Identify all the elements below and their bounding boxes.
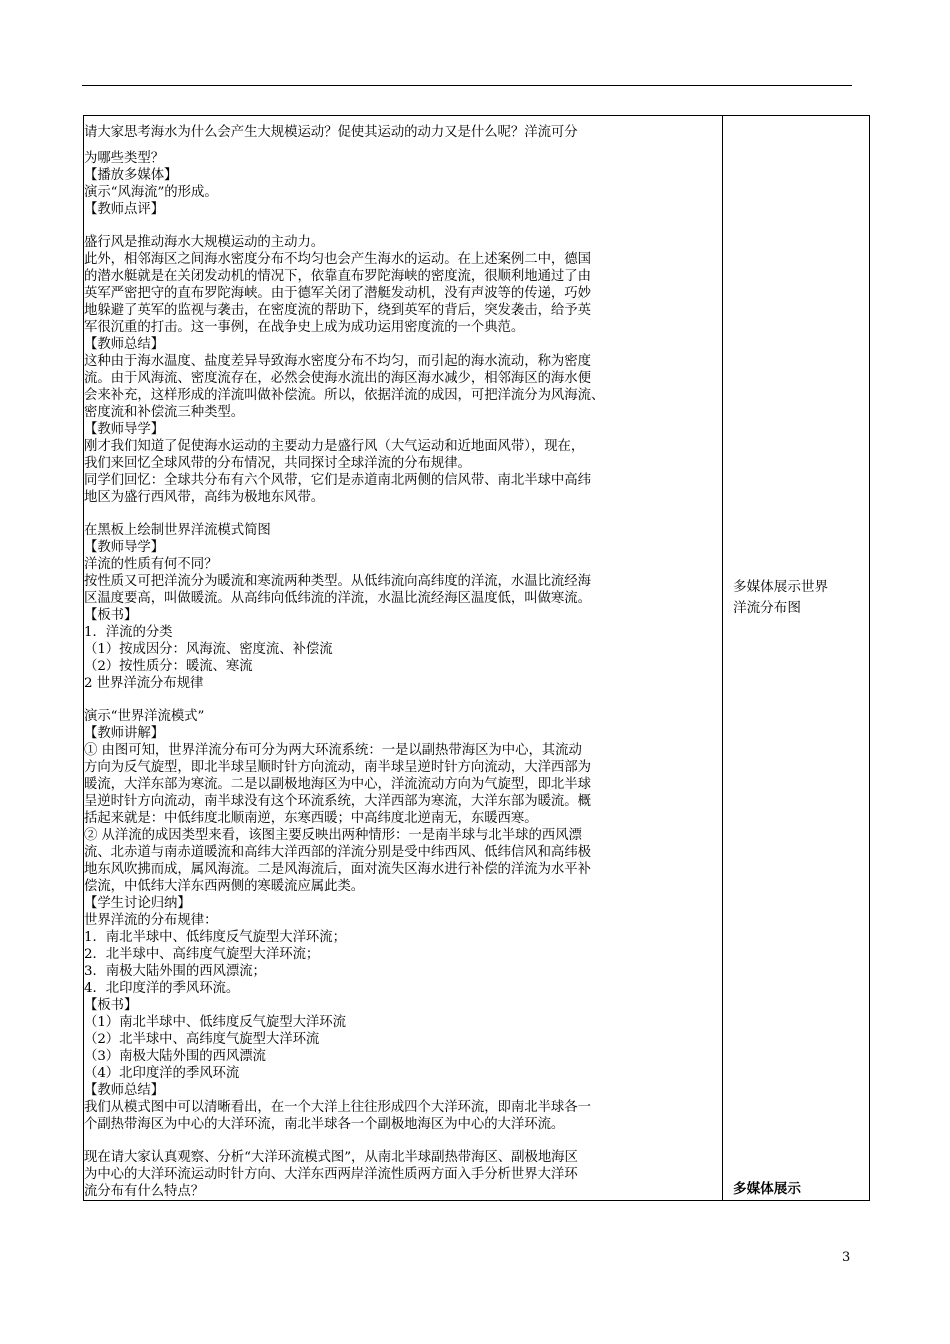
text-line: 暖流，大洋东部为寒流。二是以副极地海区为中心，洋流流动方向为气旋型，即北半球: [84, 777, 591, 792]
text-line: 同学们回忆：全球共分布有六个风带，它们是赤道南北两侧的信风带、南北半球中高纬: [84, 473, 591, 488]
text-line: 洋流的性质有何不同？: [84, 557, 218, 572]
text-line: 【教师导学】: [84, 540, 165, 555]
paragraph-gap: [84, 1133, 722, 1149]
notes-cell: [723, 116, 870, 1201]
text-line: 区温度要高，叫做暖流。从高纬向低纬流的洋流，水温比流经海区温度低，叫做寒流。: [84, 591, 591, 606]
text-line: 【教师总结】: [84, 1083, 165, 1098]
text-line: 流。由于风海流、密度流存在，必然会使海水流出的海区海水减少，相邻海区的海水便: [84, 371, 591, 386]
text-line: 在黑板上绘制世界洋流模式简图: [84, 523, 271, 538]
text-line: 4．北印度洋的季风环流。: [84, 981, 240, 996]
text-line: （1）南北半球中、低纬度反气旋型大洋环流: [84, 1015, 346, 1030]
text-line: 密度流和补偿流三种类型。: [84, 405, 245, 420]
text-line: 这种由于海水温度、盐度差异导致海水密度分布不均匀，而引起的海水流动，称为密度: [84, 354, 591, 369]
text-line: 个副热带海区为中心的大洋环流，南北半球各一个副极地海区为中心的大洋环流。: [84, 1117, 565, 1132]
lesson-plan-table: [83, 115, 870, 1201]
text-line: 【教师讲解】: [84, 726, 165, 741]
text-line: 地东风吹拂而成，属风海流。二是风海流后，面对流失区海水进行补偿的洋流为水平补: [84, 862, 591, 877]
text-line: 演示“风海流”的形成。: [84, 185, 218, 200]
text-line: 的潜水艇就是在关闭发动机的情况下，依靠直布罗陀海峡的密度流，很顺利地通过了由: [84, 269, 591, 284]
header-rule: [82, 85, 852, 86]
text-line: （4）北印度洋的季风环流: [84, 1066, 240, 1081]
text-line: 此外，相邻海区之间海水密度分布不均匀也会产生海水的运动。在上述案例二中，德国: [84, 252, 591, 267]
text-line: 地区为盛行西风带，高纬为极地东风带。: [84, 490, 325, 505]
page-number: 3: [842, 1250, 851, 1265]
text-line: 会来补充，这样形成的洋流叫做补偿流。所以，依据洋流的成因，可把洋流分为风海流、: [84, 388, 605, 403]
text-line: 刚才我们知道了促使海水运动的主要动力是盛行风（大气运动和近地面风带），现在，: [84, 439, 585, 454]
side-note-line: 洋流分布图: [733, 600, 801, 616]
text-line: 【教师点评】: [84, 202, 165, 217]
text-line: 【学生讨论归纳】: [84, 896, 191, 911]
paragraph-gap: [84, 506, 722, 522]
text-line: 军很沉重的打击。这一事例，在战争史上成为成功运用密度流的一个典范。: [84, 320, 525, 335]
text-line: 【教师导学】: [84, 422, 165, 437]
text-line: 流分布有什么特点？: [84, 1184, 205, 1199]
text-line: 现在请大家认真观察、分析“大洋环流模式图”，从南北半球副热带海区、副极地海区: [84, 1150, 578, 1165]
text-line: 2．北半球中、高纬度气旋型大洋环流；: [84, 947, 320, 962]
text-line: 【播放多媒体】: [84, 168, 178, 183]
text-line: 为哪些类型？: [84, 151, 165, 166]
text-line: 【板书】: [84, 998, 138, 1013]
text-line: （2）北半球中、高纬度气旋型大洋环流: [84, 1032, 320, 1047]
text-line: 地躲避了英军的监视与袭击，在密度流的帮助下，绕到英军的背后，突发袭击，给予英: [84, 303, 591, 318]
text-line: 为中心的大洋环流运动时针方向、大洋东西两岸洋流性质两方面入手分析世界大洋环: [84, 1167, 578, 1182]
text-line: 请大家思考海水为什么会产生大规模运动？促使其运动的动力又是什么呢？洋流可分: [84, 125, 578, 140]
text-line: （1）按成因分：风海流、密度流、补偿流: [84, 642, 333, 657]
text-line: 我们从模式图中可以清晰看出，在一个大洋上往往形成四个大洋环流，即南北半球各一: [84, 1100, 591, 1115]
side-footer: 多媒体展示: [733, 1181, 801, 1197]
text-line: ① 由图可知，世界洋流分布可分为两大环流系统：一是以副热带海区为中心，其流动: [84, 743, 582, 758]
text-line: ② 从洋流的成因类型来看，该图主要反映出两种情形：一是南半球与北半球的西风漂: [84, 828, 582, 843]
paragraph-gap: [84, 218, 722, 234]
text-line: 2 世界洋流分布规律: [84, 676, 204, 691]
text-line: 呈逆时针方向流动，南半球没有这个环流系统，大洋西部为寒流，大洋东部为暖流。概: [84, 794, 591, 809]
side-note: [733, 577, 828, 619]
text-line: 偿流，中低纬大洋东西两侧的寒暖流应属此类。: [84, 879, 365, 894]
text-line: 世界洋流的分布规律：: [84, 913, 218, 928]
text-line: 演示“世界洋流模式”: [84, 709, 205, 724]
text-line: （2）按性质分：暖流、寒流: [84, 659, 253, 674]
text-line: 英军严密把守的直布罗陀海峡。由于德军关闭了潜艇发动机，没有声波等的传递，巧妙: [84, 286, 591, 301]
text-line: 1．南北半球中、低纬度反气旋型大洋环流；: [84, 930, 346, 945]
text-line: 方向为反气旋型，即北半球呈顺时针方向流动，南半球呈逆时针方向流动，大洋西部为: [84, 760, 591, 775]
text-line: 【教师总结】: [84, 337, 165, 352]
text-line: 【板书】: [84, 608, 138, 623]
text-line: 我们来回忆全球风带的分布情况，共同探讨全球洋流的分布规律。: [84, 456, 471, 471]
side-note-line: 多媒体展示世界: [733, 579, 829, 595]
text-line: 3．南极大陆外围的西风漂流；: [84, 964, 266, 979]
text-line: 流、北赤道与南赤道暖流和高纬大洋西部的洋流分别是受中纬西风、低纬信风和高纬极: [84, 845, 591, 860]
text-line: 盛行风是推动海水大规模运动的主动力。: [84, 235, 325, 250]
paragraph-gap: [84, 692, 722, 708]
text-line: （3）南极大陆外围的西风漂流: [84, 1049, 266, 1064]
text-line: 括起来就是：中低纬度北顺南逆，东寒西暖；中高纬度北逆南无，东暖西寒。: [84, 811, 538, 826]
text-line: 1．洋流的分类: [84, 625, 173, 640]
content-cell: [84, 116, 723, 1201]
text-line: 按性质又可把洋流分为暖流和寒流两种类型。从低纬流向高纬度的洋流，水温比流经海: [84, 574, 591, 589]
